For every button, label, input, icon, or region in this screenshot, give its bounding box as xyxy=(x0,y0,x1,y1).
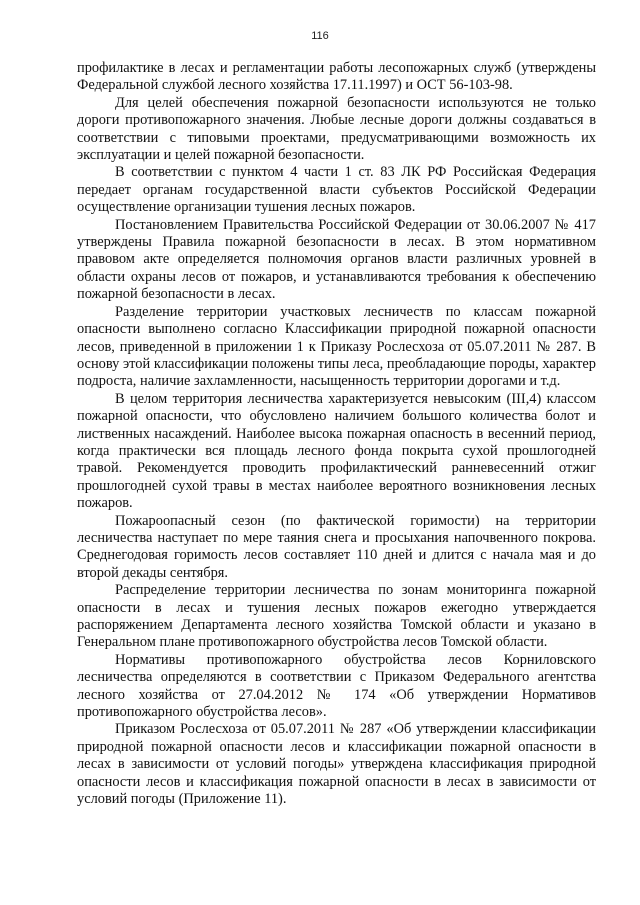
paragraph: В соответствии с пунктом 4 части 1 ст. 83 ЛК РФ Российская Федерация передает органам государственной власти субъектов Российской Федерации осуществление организации тушения лесных пожаров. xyxy=(77,164,596,216)
paragraph: Приказом Рослесхоза от 05.07.2011 № 287 «Об утверждении классификации природной пожарной опасности лесов и классификации пожарной опасности в лесах в зависимости от условий погоды» утверждена классификация природной опасности лесов и классификация пожарной опасности в лесах в зависимости от условий погоды (Приложение 11). xyxy=(77,721,596,808)
paragraph: Нормативы противопожарного обустройства лесов Корниловского лесничества определяются в соответствии с Приказом Федерального агентства лесного хозяйства от 27.04.2012 № 174 «Об утверждении Нормативов противопожарного обустройства лесов». xyxy=(77,651,596,721)
paragraph: Постановлением Правительства Российской Федерации от 30.06.2007 № 417 утверждены Правила пожарной безопасности в лесах. В этом нормативном правовом акте определяется полномочия органов власти различных уровней в области охраны лесов от пожаров, и устанавливаются требования к обеспечению пожарной безопасности в лесах. xyxy=(77,216,596,303)
paragraph: Для целей обеспечения пожарной безопасности используются не только дороги противопожарного значения. Любые лесные дороги должны создаваться в соответствии с типовыми проектами, предусматривающими возможность их эксплуатации и целей пожарной безопасности. xyxy=(77,94,596,164)
paragraph: Распределение территории лесничества по зонам мониторинга пожарной опасности в лесах и тушения лесных пожаров ежегодно утверждается распоряжением Департамента лесного хозяйства Томской области и указано в Генеральном плане противопожарного обустройства лесов Томской области. xyxy=(77,582,596,651)
paragraph: В целом территория лесничества характеризуется невысоким (III,4) классом пожарной опасности, что обусловлено наличием большого количества болот и лиственных насаждений. Наиболее высока пожарная опасность в весенний период, когда практически вся площадь лесного фонда покрыта сухой прошлогодней травой. Рекомендуется проводить профилактический ранневесенний отжиг прошлогодней сухой травы в местах наиболее вероятного возникновения лесных пожаров. xyxy=(77,390,596,512)
paragraph: Пожароопасный сезон (по фактической горимости) на территории лесничества наступает по мере таяния снега и просыхания напочвенного покрова. Среднегодовая горимость лесов составляет 110 дней и длится с начала мая и до второй декады сентября. xyxy=(77,512,596,581)
page-body xyxy=(77,60,596,808)
paragraph-continued: профилактике в лесах и регламентации работы лесопожарных служб (утверждены Федеральной службой лесного хозяйства 17.11.1997) и ОСТ 56-103-98. xyxy=(77,60,596,94)
page-number: 116 xyxy=(311,30,329,42)
paragraph: Разделение территории участковых лесничеств по классам пожарной опасности выполнено согласно Классификации природной пожарной опасности лесов, приведенной в приложении 1 к Приказу Рослесхоза от 05.07.2011 № 287. В основу этой классификации положены типы леса, преобладающие породы, характер подроста, наличие захламленности, насыщенность территории дорогами и т.д. xyxy=(77,303,596,390)
